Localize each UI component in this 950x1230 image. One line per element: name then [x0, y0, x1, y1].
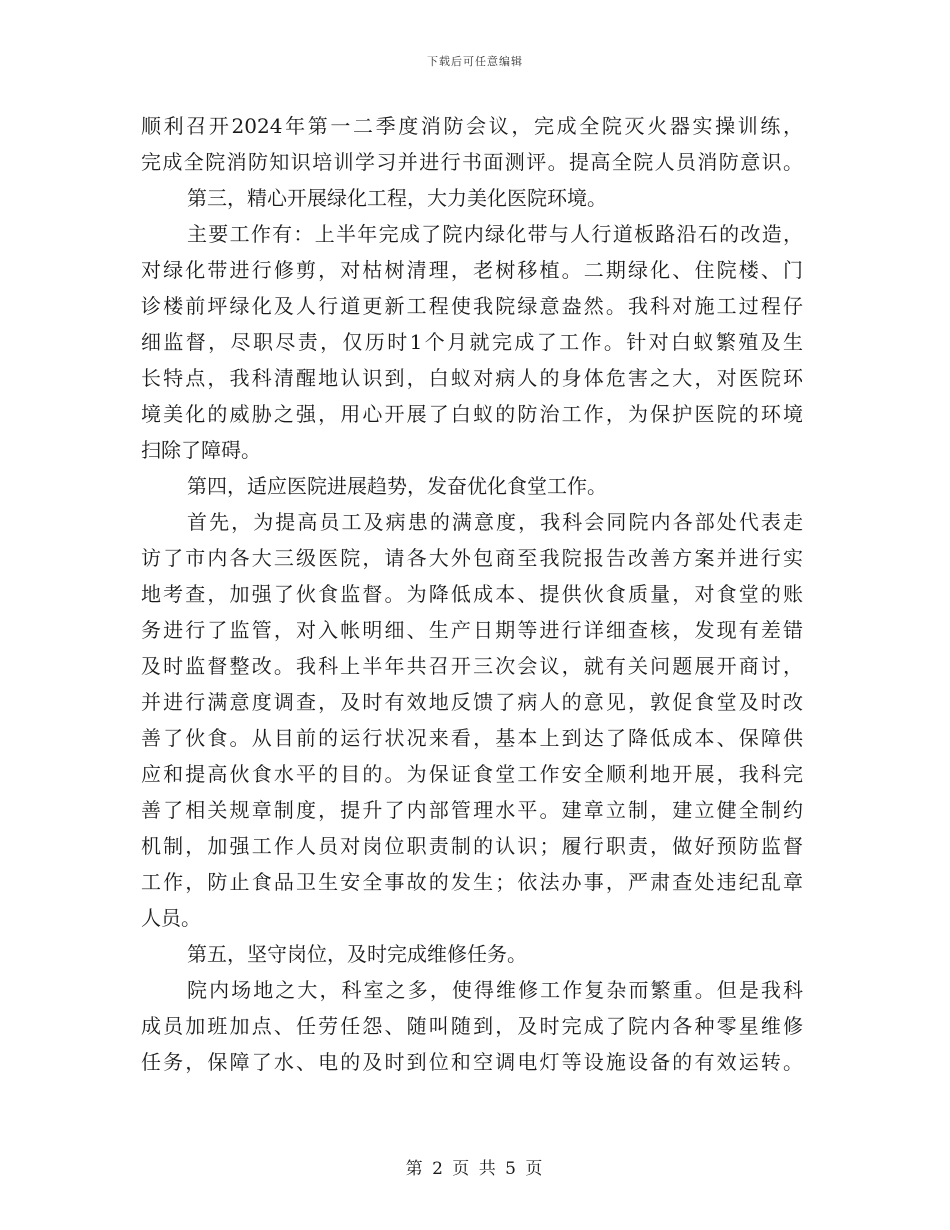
text-line: 扫除了障碍。	[141, 438, 261, 462]
paragraph	[141, 504, 803, 936]
section-heading	[141, 180, 803, 216]
text-line: 第三，精心开展绿化工程，大力美化医院环境。	[187, 186, 607, 210]
text-line: 第五，坚守岗位，及时完成维修任务。	[187, 942, 527, 966]
text-line: 务进行了监管，对入帐明细、生产日期等进行详细查核，发现有差错	[141, 618, 803, 642]
text-line: 细监督，尽职尽责，仅历时1个月就完成了工作。针对白蚁繁殖及生	[141, 330, 803, 354]
page-number-footer: 第 2 页 共 5 页	[405, 1159, 545, 1179]
paragraph	[141, 108, 803, 180]
text-line: 访了市内各大三级医院，请各大外包商至我院报告改善方案并进行实	[141, 546, 803, 570]
text-line: 诊楼前坪绿化及人行道更新工程使我院绿意盎然。我科对施工过程仔	[141, 294, 803, 318]
text-line: 第四，适应医院进展趋势，发奋优化食堂工作。	[187, 474, 607, 498]
text-line: 善了相关规章制度，提升了内部管理水平。建章立制，建立健全制约	[141, 798, 803, 822]
section-heading	[141, 936, 803, 972]
paragraph	[141, 216, 803, 468]
text-line: 人员。	[141, 906, 201, 930]
text-line: 院内场地之大，科室之多，使得维修工作复杂而繁重。但是我科	[187, 978, 803, 1002]
text-line: 首先，为提高员工及病患的满意度，我科会同院内各部处代表走	[187, 510, 803, 534]
document-body	[141, 108, 803, 1080]
text-line: 及时监督整改。我科上半年共召开三次会议，就有关问题展开商讨，	[141, 654, 803, 678]
text-line: 并进行满意度调查，及时有效地反馈了病人的意见，敦促食堂及时改	[141, 690, 803, 714]
page-header: 下载后可任意编辑	[427, 55, 523, 68]
paragraph	[141, 972, 803, 1080]
text-line: 顺利召开2024年第一二季度消防会议，完成全院灭火器实操训练，	[141, 114, 803, 138]
text-line: 成员加班加点、任劳任怨、随叫随到，及时完成了院内各种零星维修	[141, 1014, 803, 1038]
text-line: 机制，加强工作人员对岗位职责制的认识；履行职责，做好预防监督	[141, 834, 803, 858]
text-line: 地考查，加强了伙食监督。为降低成本、提供伙食质量，对食堂的账	[141, 582, 803, 606]
text-line: 应和提高伙食水平的目的。为保证食堂工作安全顺利地开展，我科完	[141, 762, 803, 786]
text-line: 完成全院消防知识培训学习并进行书面测评。提高全院人员消防意识。	[141, 150, 803, 174]
text-line: 善了伙食。从目前的运行状况来看，基本上到达了降低成本、保障供	[141, 726, 803, 750]
section-heading	[141, 468, 803, 504]
text-line: 工作，防止食品卫生安全事故的发生；依法办事，严肃查处违纪乱章	[141, 870, 803, 894]
text-line: 主要工作有：上半年完成了院内绿化带与人行道板路沿石的改造，	[187, 222, 803, 246]
text-line: 长特点，我科清醒地认识到，白蚁对病人的身体危害之大，对医院环	[141, 366, 803, 390]
text-line: 任务，保障了水、电的及时到位和空调电灯等设施设备的有效运转。	[141, 1050, 803, 1074]
text-line: 境美化的威胁之强，用心开展了白蚁的防治工作，为保护医院的环境	[141, 402, 803, 426]
text-line: 对绿化带进行修剪，对枯树清理，老树移植。二期绿化、住院楼、门	[141, 258, 803, 282]
